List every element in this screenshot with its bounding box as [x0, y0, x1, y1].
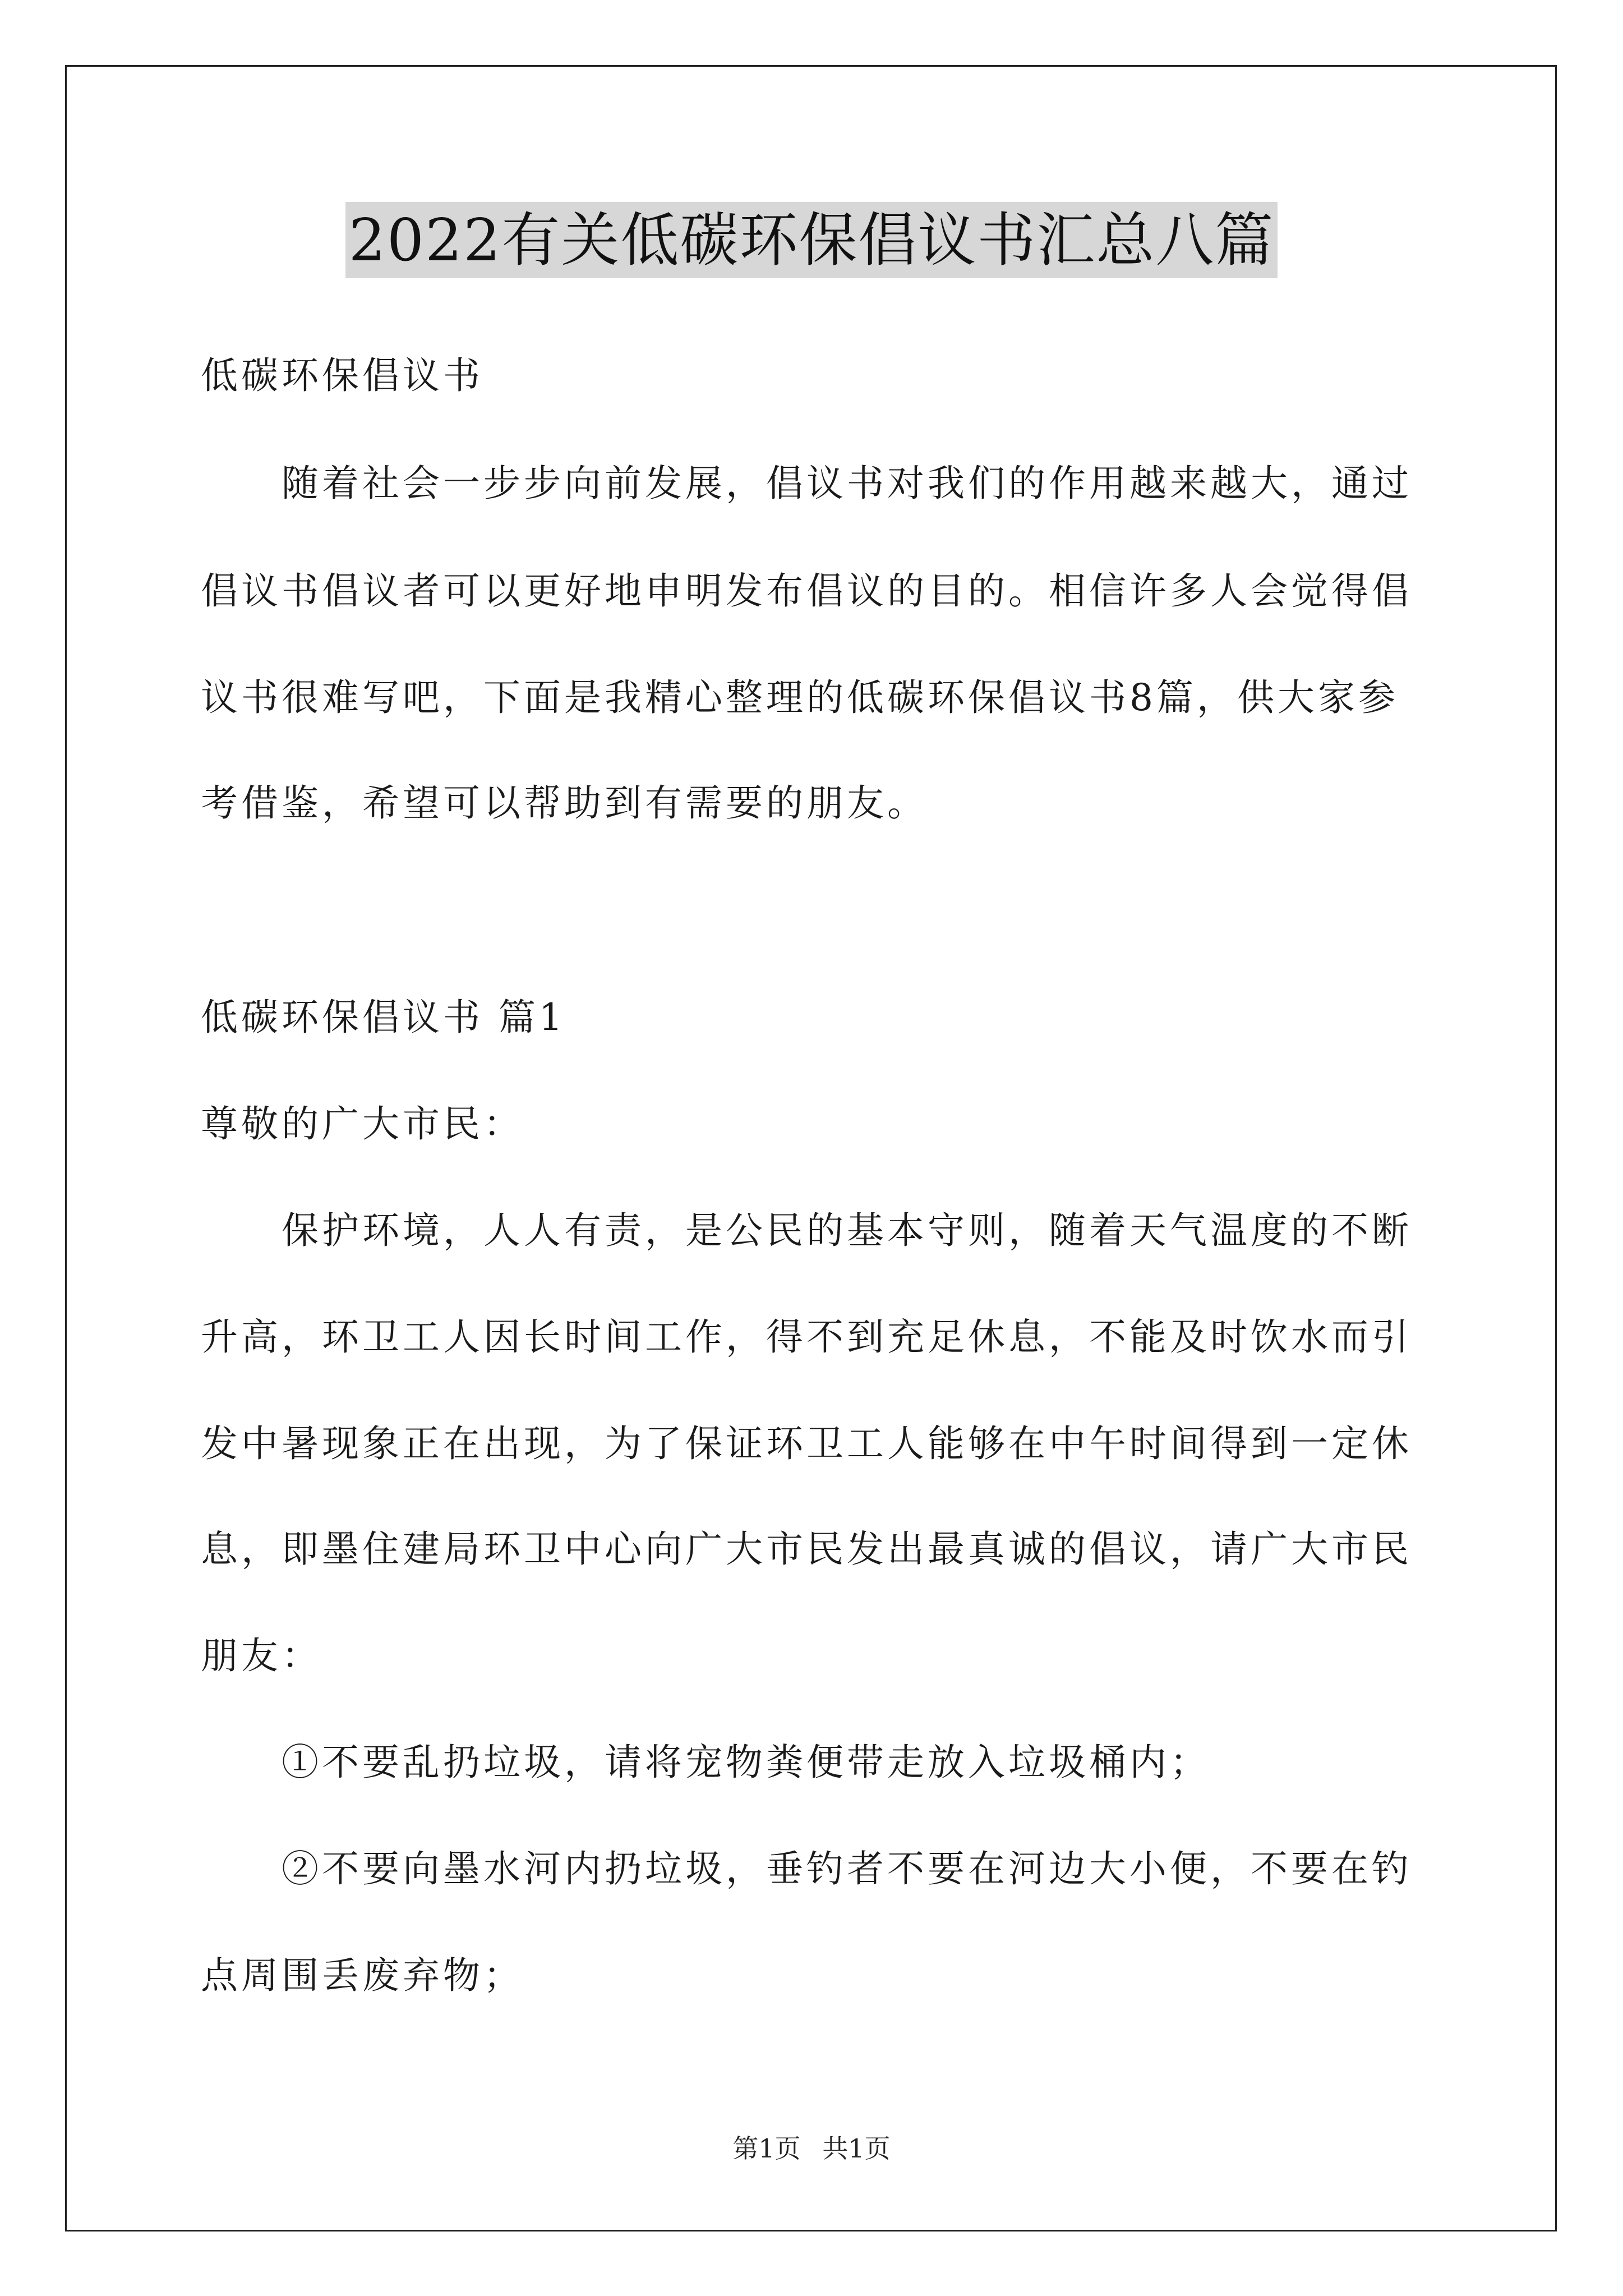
page-number: 第1页 [732, 2133, 801, 2164]
intro-line-3: 议书很难写吧，下面是我精心整理的低碳环保倡议书8篇，供大家参 [201, 676, 1399, 719]
para-line-4: 息，即墨住建局环卫中心向广大市民发出最真诚的倡议，请广大市民 [201, 1527, 1412, 1571]
intro-line-4: 考借鉴，希望可以帮助到有需要的朋友。 [201, 781, 928, 825]
greeting: 尊敬的广大市民： [201, 1102, 524, 1145]
heading-intro: 低碳环保倡议书 [201, 354, 483, 397]
intro-line-1: 随着社会一步步向前发展，倡议书对我们的作用越来越大，通过 [282, 462, 1412, 505]
para-line-2: 升高，环卫工人因长时间工作，得不到充足休息，不能及时饮水而引 [201, 1315, 1412, 1359]
intro-line-2: 倡议书倡议者可以更好地申明发布倡议的目的。相信许多人会觉得倡 [201, 569, 1412, 613]
list-item-1: ①不要乱扔垃圾，请将宠物粪便带走放入垃圾桶内； [282, 1741, 1210, 1784]
para-line-1: 保护环境，人人有责，是公民的基本守则，随着天气温度的不断 [282, 1209, 1412, 1252]
para-line-3: 发中暑现象正在出现，为了保证环卫工人能够在中午时间得到一定休 [201, 1422, 1412, 1465]
list-item-2-line-2: 点周围丢废弃物； [201, 1954, 524, 1997]
title-container [0, 202, 1623, 278]
list-item-2-line-1: ②不要向墨水河内扔垃圾，垂钓者不要在河边大小便，不要在钓 [282, 1847, 1412, 1890]
document-title: 2022有关低碳环保倡议书汇总八篇 [345, 202, 1278, 278]
para-line-5: 朋友： [201, 1634, 322, 1677]
page-footer [0, 2133, 1623, 2164]
page-total: 共1页 [822, 2133, 891, 2164]
section-heading: 低碳环保倡议书 篇1 [201, 996, 566, 1039]
